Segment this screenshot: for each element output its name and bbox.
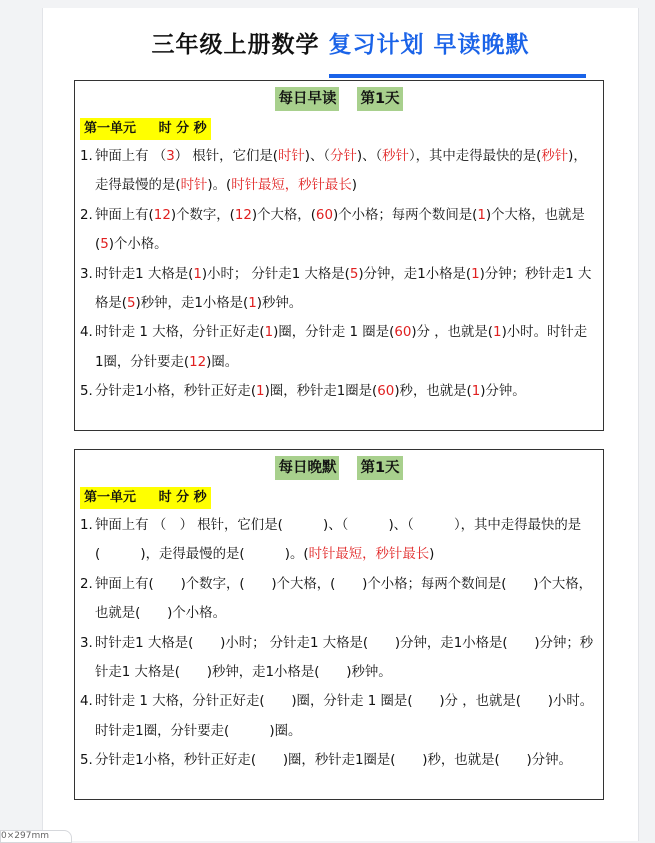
page-title (43, 26, 638, 59)
evening-day: 第1天 (357, 456, 402, 480)
morning-reading-box (74, 80, 604, 431)
title-underline (329, 74, 586, 78)
list-item: 1. 钟面上有 （3） 根针，它们是(时针)、（分针)、（秒针），其中走得最快的是(秒针)，走得最慢的是(时针)。(时针最短，秒针最长) (80, 149, 587, 194)
list-item: 3. 时针走1 大格是( )小时； 分针走1 大格是( )分钟，走1小格是( )分钟；秒针走1 大格是( )秒钟，走1小格是( )秒钟。 (80, 635, 594, 681)
list-item: 4. 时针走 1 大格，分针正好走(1)圈，分针走 1 圈是(60)分 ，也就是(1)小时。时针走1圈，分针要走(12)圈。 (80, 325, 588, 370)
title-main: 三年级上册数学 (151, 32, 320, 58)
morning-day: 第1天 (357, 87, 402, 111)
document-page (42, 8, 639, 841)
morning-label: 每日早读 (275, 87, 339, 111)
morning-unit-title: 第一单元 时 分 秒 (80, 118, 211, 140)
list-item: 2. 钟面上有( )个数字，( )个大格，( )个小格；每两个数间是( )个大格，也就是( )个小格。 (80, 576, 593, 622)
morning-header (75, 87, 603, 113)
list-item: 3. 时针走1 大格是(1)小时； 分针走1 大格是(5)分钟，走1小格是(1)分钟；秒针走1 大格是(5)秒钟，走1小格是(1)秒钟。 (80, 266, 592, 312)
evening-label: 每日晚默 (275, 456, 339, 480)
evening-dictation-box (74, 449, 604, 800)
morning-question-list (80, 142, 595, 407)
evening-unit-title: 第一单元 时 分 秒 (80, 487, 211, 509)
list-item: 5. 分针走1小格，秒针正好走(1)圈，秒针走1圈是(60)秒，也就是(1)分钟。 (80, 384, 526, 400)
title-blue: 复习计划 早读晚默 (328, 32, 530, 58)
list-item: 1. 钟面上有 （ ） 根针，它们是( )、（ )、（ ），其中走得最快的是( )，走得最慢的是( )。(时针最短，秒针最长) (80, 518, 582, 563)
evening-header (75, 456, 603, 482)
evening-question-list (80, 511, 595, 776)
page-size-indicator: 0×297mm (0, 830, 72, 843)
list-item: 5. 分针走1小格，秒针正好走( )圈，秒针走1圈是( )秒，也就是( )分钟。 (80, 753, 572, 769)
list-item: 2. 钟面上有(12)个数字，(12)个大格，(60)个小格；每两个数间是(1)个大格，也就是(5)个小格。 (80, 207, 585, 253)
list-item: 4. 时针走 1 大格，分针正好走( )圈，分针走 1 圈是( )分 ，也就是( )小时。时针走1圈，分针要走( )圈。 (80, 694, 594, 739)
